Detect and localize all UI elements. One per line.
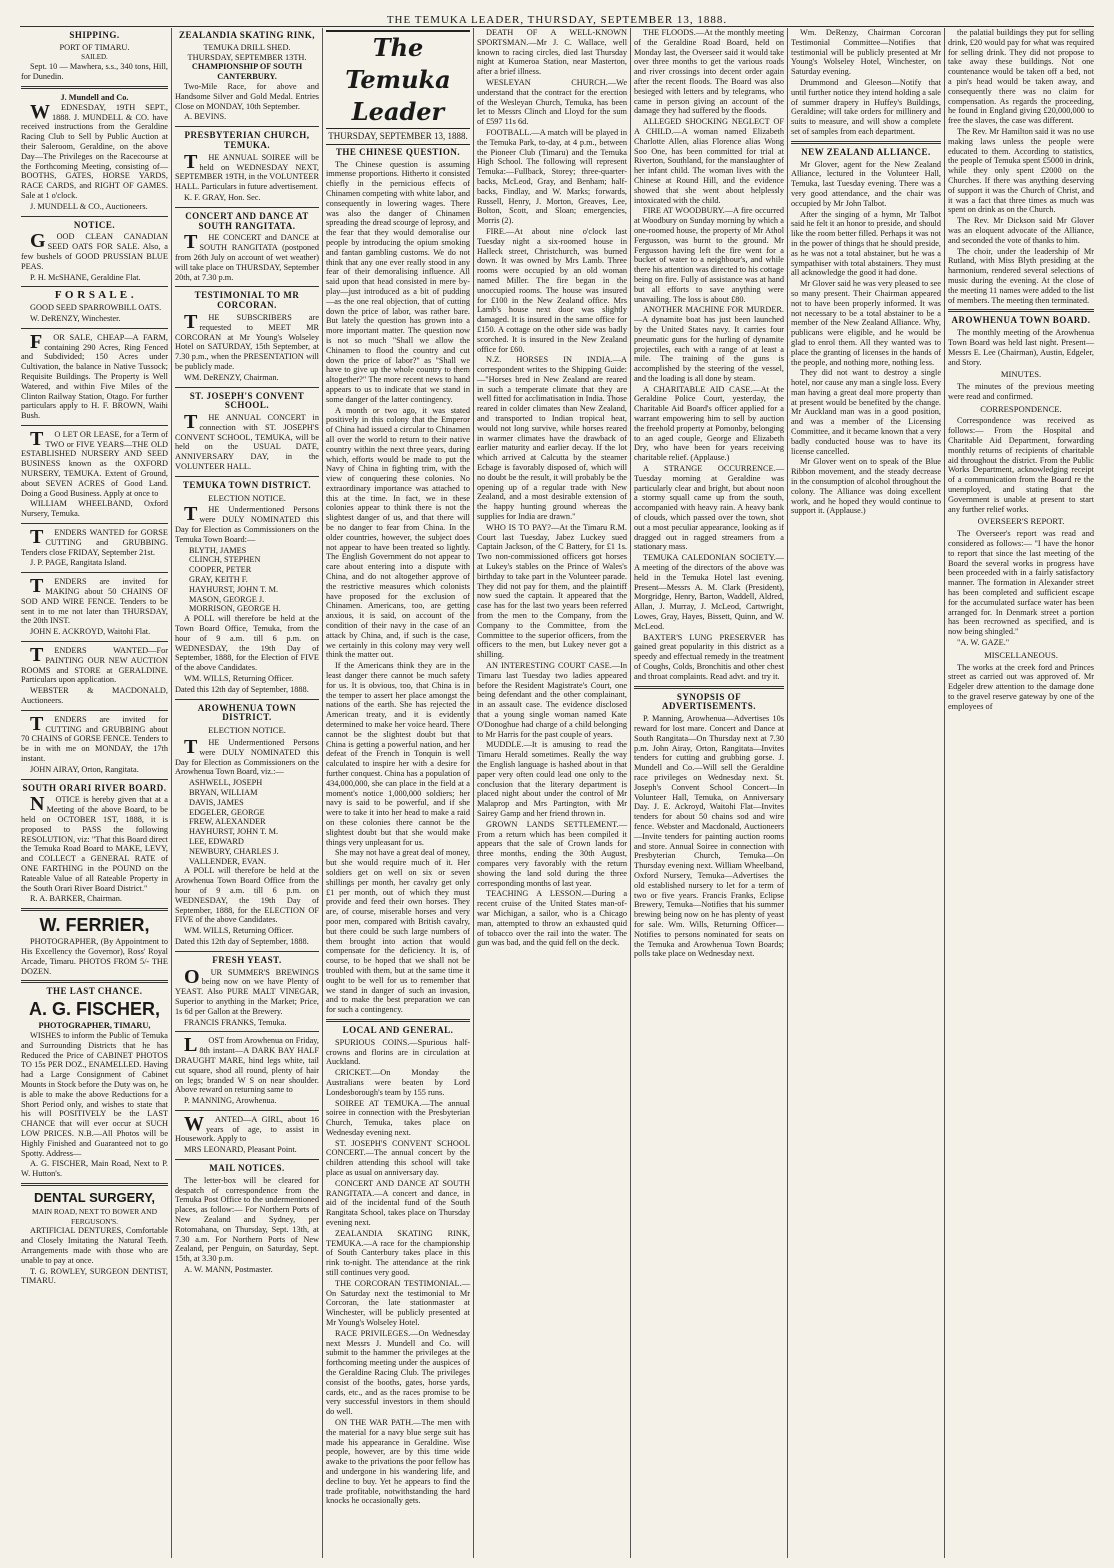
page-header bbox=[20, 6, 1094, 27]
concert-text: THE CONCERT and DANCE at SOUTH RANGITATA (postponed from 26th July on account of wet weather) will take place on THURSDAY, September 20th, at 7.30 p.m. bbox=[175, 231, 319, 282]
notice-text: GOOD CLEAN CANADIAN SEED OATS FOR SALE. Also, a few bushels of GOOD PRUSSIAN BLUE PEAS. bbox=[21, 230, 168, 271]
news-paragraph: MUDDLE.—It is amusing to read the Timaru Herald sometimes. Really the way the English language is hashed about in that paper very often could lead one only to the conclusion that the literary department is placed night about under the control of Mr Malaprop and Mrs Partington, with Mr Sairey Gamp and her friend thrown in. bbox=[477, 740, 627, 818]
ferrier-name: W. FERRIER, bbox=[39, 915, 150, 936]
fischer-signature: A. G. FISCHER, Main Road, Next to P. W. Hutton's. bbox=[21, 1159, 168, 1179]
divider bbox=[175, 126, 319, 127]
presbyterian-text: THE ANNUAL SOIREE will be held on WEDNESDAY NEXT, SEPTEMBER 19TH, in the VOLUNTEER HALL. Particulars in future advertisement. bbox=[175, 150, 319, 192]
divider bbox=[21, 779, 168, 780]
editorial-paragraph: A month or two ago, it was stated positively in this colony that the Emperor of China had issued a circular to Chinamen all over the world to return to their native country within the next three years, during which, efforts would be made to put the Navy of China in fighting trim, with the view of conquering these colonies. No extraordinary importance was attached to this at the time. In fact, we in these colonies appear to think there is not the slightest danger of us, and that there will be no danger to fear from China. In the older countries, however, the subject does not appear to have been treated so lightly. The English Government do not appear to care about entering into a dispute with China, and do not altogether approve of the restrictive measures which colonists have proposed for the exclusion of Chinamen. Americans, too, are getting anxious, it is said, on account of the condition of their navy in the case of an attack by China, and, if such is the case, we certainly in this colony may very well think the matter out. bbox=[326, 405, 470, 660]
forsale-heading: F O R S A L E . bbox=[54, 289, 135, 302]
election-text: THE Undermentioned Persons were DULY NOMINATED this Day for Election as Commissioners on the Temuka Town Board:— bbox=[175, 503, 319, 544]
mundell-heading: J. Mundell and Co. bbox=[60, 92, 129, 102]
convent-school-text: THE ANNUAL CONCERT in connection with ST. JOSEPH'S CONVENT SCHOOL, TEMUKA, will be held on the USUAL DATE, ANNIVERSARY DAY, in the VOLUNTEER HALL. bbox=[175, 411, 319, 472]
notice-signature: P. H. McSHANE, Geraldine Flat. bbox=[30, 272, 141, 282]
fischer-text: WISHES to inform the Public of Temuka and Surrounding Districts that he has Reduced the Price of CABINET PHOTOS TO 15s PER DOZ., ENAMELLED. Having had a Large Consignment of Cabinet Mounts in Stock before the Duty was on, he is able to make the above Reductions for a Short Period only, and wishes to state that his will POSITIVELY be the LAST CHANCE that will ever occur at SUCH LOW PRICES. N.B.—All Photos will be Highly Finished and Guaranteed not to go Spotty. Address— bbox=[21, 1030, 168, 1158]
alliance-continued: The choir, under the leadership of Mr Rutland, with Miss Blyth presiding at the harmonium, rendered several selections of music during the evening. At the close of the meeting 11 names were added to the list of members. The meeting then terminated. bbox=[948, 246, 1094, 305]
orari-notice-text: NOTICE is hereby given that at a Meeting of the above Board, to be held on OCTOBER 1ST, 1888, it is proposed to PASS the following RESOLUTION, viz: "That this Board direct the Temuka Road Board to MAKE, LEVY, and COLLECT a GENERAL RATE of ONE FARTHING in the POUND on the Rateable Value of all Rateable Property in the South Orari River Board District." bbox=[21, 793, 168, 893]
candidate-name: DAVIS, JAMES bbox=[189, 797, 244, 807]
minutes-heading: MINUTES. bbox=[1000, 369, 1042, 380]
news-paragraph: ZEALANDIA SKATING RINK, TEMUKA.—A race for the championship of South Canterbury takes place in this rink to-night. The attendance at the rink still continues very good. bbox=[326, 1228, 470, 1278]
dental-heading: DENTAL SURGERY, bbox=[33, 1189, 156, 1205]
shipping-port: PORT OF TIMARU. bbox=[59, 42, 130, 52]
forsale-signature: W. DeRENZY, Winchester. bbox=[30, 313, 121, 323]
news-paragraph: A STRANGE OCCURRENCE.—Tuesday morning at Geraldine was particularly clear and bright, but about noon a stormy squall came up from the south, accompanied with heavy rain. A heavy bank of clouds, which passed over the town, shot out a most peculiar appearance, looking as if dragged out in ragged streamers from a stationary mass. bbox=[634, 464, 784, 552]
farm-ad-text: FOR SALE, CHEAP—A FARM, containing 290 Acres, Ring Fenced and Subdivided; 150 Acres under Cultivation, the balance in Native Tussock; Requisite Buildings. The Property is Well Watered, and within Five Miles of the Clinton Railway Station, Otago. For further particulars apply to H. F. BROWN, Waihi Bush. bbox=[21, 330, 168, 421]
news-paragraph: AN INTERESTING COURT CASE.—In Timaru last Tuesday two ladies appeared before the Resident Magistrate's Court, one being defendant and the other complainant, in an assault case. The evidence disclosed that a young single woman named Kate O'Donoghue had charge of a child belonging to Mr Harris for the past couple of years. bbox=[477, 661, 627, 739]
candidate-name: MASON, GEORGE J. bbox=[189, 594, 265, 604]
candidate-name: HAYHURST, JOHN T. M. bbox=[189, 584, 279, 594]
tender-fence-text: TENDERS are invited for MAKING about 50 CHAINS OF SOD AND WIRE FENCE. Tenders to be sent in to me not later than THURSDAY, the 20th INST. bbox=[21, 575, 168, 626]
poll2-date: Dated this 12th day of September, 1888. bbox=[175, 936, 309, 946]
mundell-signature: J. MUNDELL & CO., Auctioneers. bbox=[30, 201, 148, 211]
newspaper-title-date: THE TEMUKA LEADER, THURSDAY, SEPTEMBER 13, 1888. bbox=[386, 14, 728, 26]
alliance-continued: The Rev. Mr Hamilton said it was no use making laws unless the people were educated to them. According to statistics, the people of Temuka spent £5000 in drink, while they only spent £2000 on the Churches. If there was anything deserving of support it was the Church of Christ, and it was a fact that three times as much was spent on drink as on the Church. bbox=[948, 126, 1094, 215]
orari-heading: SOUTH ORARI RIVER BOARD. bbox=[22, 782, 167, 793]
news-paragraph: SOIREE AT TEMUKA.—The annual soiree in connection with the Presbyterian Church, Temuka, takes place on Wednesday evening next. bbox=[326, 1098, 470, 1137]
testimonial-text: THE SUBSCRIBERS are requested to MEET MR CORCORAN at Mr Young's Wolseley Hotel on SATURDAY, 15th September, at 7.30 p.m., when the PRESENTATION will be publicly made. bbox=[175, 310, 319, 371]
tender-grubbing-text: TENDERS are invited for CUTTING and GRUBBING about 70 CHAINS of GORSE FENCE. Tenders to be in with me on MONDAY, the 17th instant. bbox=[21, 712, 168, 763]
alliance-paragraph: Mr Glover, agent for the New Zealand Alliance, lectured in the Volunteer Hall, Temuka, last Tuesday evening. There was a very good attendance, and the chair was occupied by Mr John Talbot. bbox=[791, 159, 941, 208]
presbyterian-heading: PRESBYTERIAN CHURCH, TEMUKA. bbox=[184, 130, 310, 150]
tender-fence-signature: JOHN E. ACKROYD, Waitohi Flat. bbox=[30, 627, 151, 637]
lost-mare-signature: P. MANNING, Arowhenua. bbox=[184, 1096, 277, 1106]
yeast-text: OUR SUMMER'S BREWINGS being now on we have Plenty of YEAST. Also PURE MALT VINEGAR, Superior to anything in the Market; Price, 1s 6d per Gallon at the Brewery. bbox=[175, 965, 319, 1016]
editorial-paragraph: She may not have a great deal of money, but she would require much of it. Her soldiers get on well on six or seven shillings per month, her cavalry get only £1 per month, out of which they must provide and feed their own horses. They are, of course, miserable horses and very poor men, compared with British cavalry, but there could be such large numbers of them brought into action that would compensate for the deficiency. It is, of course, to be hoped that we shall not be troubled with them, but at the same time it ought to be well for us to remember that we stand in danger of such an invasion, and to make the best preparation we can for such a contingency. bbox=[326, 848, 470, 1015]
poll1-date: Dated this 12th day of September, 1888. bbox=[175, 684, 309, 694]
skating-subtitle: TEMUKA DRILL SHED. bbox=[203, 42, 291, 52]
skating-signature: A. BEVINS. bbox=[184, 112, 227, 122]
news-paragraph: TEACHING A LESSON.—During a recent cruise of the United States man-of-war Michigan, a sailor, who is a Chicago man, attempted to throw an exhausted quid of tobacco over the rail into the water. The gun was bad, and the quid fell on the deck. bbox=[477, 889, 627, 948]
tender-gorse-signature: J. P. PAGE, Rangitata Island. bbox=[30, 558, 127, 568]
divider bbox=[21, 1183, 168, 1186]
column-7-board bbox=[945, 28, 1097, 1558]
synopsis-heading: SYNOPSIS OF ADVERTISEMENTS. bbox=[662, 691, 756, 712]
fischer-subtitle: PHOTOGRAPHER, TIMARU, bbox=[38, 1021, 151, 1031]
candidate-name: BRYAN, WILLIAM bbox=[189, 787, 258, 797]
shipping-heading: SHIPPING. bbox=[69, 30, 120, 40]
divider bbox=[21, 908, 168, 911]
masthead-date: THURSDAY, SEPTEMBER 13, 1888. bbox=[326, 132, 470, 145]
candidate-name: HAYHURST, JOHN T. M. bbox=[189, 827, 279, 837]
news-paragraph: CONCERT AND DANCE AT SOUTH RANGITATA.—A concert and dance, in aid of the incidental fund of the South Rangitata School, takes place on Thursday evening next. bbox=[326, 1178, 470, 1228]
news-paragraph: THE FLOODS.—At the monthly meeting of the Geraldine Road Board, held on Monday last, the Overseer said it would take over three months to get the various roads and river crossings into decent order again after the recent floods. The Board was also besieged with letters and by telegrams, who came in person giving an account of the damage they had suffered by the floods. bbox=[634, 28, 784, 116]
candidate-name: CLINCH, STEPHEN bbox=[189, 555, 261, 565]
notice-heading: NOTICE. bbox=[73, 219, 116, 230]
dental-signature: T. G. ROWLEY, SURGEON DENTIST, TIMARU. bbox=[21, 1266, 168, 1286]
synopsis-text: P. Manning, Arowhenua—Advertises 10s reward for lost mare. Concert and Dance at South Rangitata—On Thursday next at 7.30 p.m. John Airay, Orton, Rangitata—Invites tenders for cutting and grubbing gorse. J. Mundell and Co.—Will sell the Geraldine race privileges on Wednesday next. St. Joseph's Convent School Concert—In Volunteer Hall, Temuka, on Anniversary Day. J. E. Ackroyd, Waitohi Flat—Invites tenders for about 50 chains sod and wire fence. Webster and Macdonald, Auctioneers—Invite tenders for painting auction rooms and store. Annual Soiree in connection with Presbyterian Church, Temuka—On Thursday evening next. William Wheelband, Oxford Nursery, Temuka—Advertises the old established nursery to let for a term of two or five years. Francis Franks, Eclipse Brewery, Temuka—Notifies that his summer brewing being now on he has plenty of yeast for sale. Wm. Wills, Returning Officer—Notifies to persons nominated for seats on the Temuka and Arowhenua Town Boards; polls take place on Wednesday next. bbox=[634, 714, 784, 959]
alliance-paragraph: Mr Glover went on to speak of the Blue Ribbon movement, and the steady decrease in the consumption of alcohol throughout the colony. The Alliance was doing excellent work, and he hoped they would continue to support it. (Applause.) bbox=[791, 457, 941, 516]
mail-heading: MAIL NOTICES. bbox=[209, 1163, 285, 1174]
news-paragraph: DEATH OF A WELL-KNOWN SPORTSMAN.—Mr J. C. Wallace, well known to racing circles, died last Thursday night at Kumeroa Station, near Masterton, after a brief illness. bbox=[477, 28, 627, 77]
news-paragraph: ANOTHER MACHINE FOR MURDER.—A dynamite boat has just been launched by the United States navy. It carries four pneumatic guns for the hurling of dynamite projectiles, each with a range of at least a mile. The training of the guns is accomplished by the steering of the vessel, and the loading is all done by steam. bbox=[634, 305, 784, 383]
editorial-paragraph: The Chinese question is assuming immense proportions. Hitherto it consisted chiefly in the pernicious effects of Chinamen competing with white labor, and consequently in lowering wages. There was also the danger of Chinamen spreading the dread scourge of leprosy, and the fear that they would demoralise our people by introducing the opium smoking and fantan gambling customs. We do not think that any one ever really stood in any fear of their demoralising influence. All said upon that head consisted in mere by-play—just introduced as a bit of pudding—as the one real objection, that of cutting down the price of labor, was rather bare. But lately the question has grown into a more important matter. The question now is not so much "Shall we allow the Chinamen to flood the country and cut down the price of labor?" as "Shall we have to give up the whole country to them altogether?" The more recent news to hand appears to us to indicate that we stand in some danger of the latter contingency. bbox=[326, 159, 470, 404]
divider bbox=[634, 686, 784, 689]
shipping-sailed: SAILED. bbox=[81, 52, 108, 61]
divider bbox=[21, 641, 168, 642]
last-chance-heading: THE LAST CHANCE. bbox=[46, 986, 143, 997]
tender-grubbing-signature: JOHN AIRAY, Orton, Rangitata. bbox=[30, 764, 139, 774]
news-paragraph: GROWN LANDS SETTLEMENT.—From a return which has been compiled it appears that the sale of Crown lands for three months, ending the 30th August, compares very favorably with the return showing the land sold during the three corresponding months of last year. bbox=[477, 819, 627, 888]
news-paragraph: FOOTBALL.—A match will be played in the Temuka Park, to-day, at 4 p.m., between the Pioneer Club (Timaru) and the Temuka High School. The following will represent Temuka:—Fullback, Storey; three-quarter-backs, McLeod, Gray, and Benham; half-backs, Findlay, and W. Marks; forwards, Russell, Henry, J. Morton, Greaves, Lee, Bolton, Scott, and Sloan; emergencies, Morris (2). bbox=[477, 127, 627, 226]
divider bbox=[21, 523, 168, 524]
mundell-ad-text: WEDNESDAY, 19TH SEPT., 1888. J. MUNDELL & CO. have received instructions from the Geraldine Racing Club to Sell by Public Auction at their Saleroom, Geraldine, on the above Day—The Privileges on the Racecourse at the Forthcoming Meeting, consisting of— BOOTHS, GATES, HORSE YARDS, RACE CARDS, and RIGHT OF GAMES. Sale at 1 o'clock. bbox=[21, 100, 168, 200]
mail-text: The letter-box will be cleared for despatch of correspondence from the Temuka Post Office to the undermentioned places, as follow:— For Northern Ports of New Zealand and Sydney, per Rotomahana, on Thursday, Sept. 13th, at 7.30 a.m. For Northern Ports of New Zealand, per Penguin, on Saturday, Sept. 15th, at 3.30 p.m. bbox=[175, 1175, 319, 1264]
skating-date: THURSDAY, SEPTEMBER 13TH. bbox=[187, 52, 307, 62]
overseer-heading: OVERSEER'S REPORT. bbox=[977, 516, 1065, 527]
column-6-alliance bbox=[788, 28, 944, 1558]
arowhenua-board-heading: AROWHENUA TOWN BOARD. bbox=[951, 315, 1091, 326]
news-paragraph: WESLEYAN CHURCH.—We understand that the contract for the erection of the Wesleyan Church, Temuka, has been let to Messrs Clinch and Lloyd for the sum of £597 11s 6d. bbox=[477, 77, 627, 127]
news-paragraph: FIRE AT WOODBURY.—A fire occurred at Woodbury on Sunday morning by which a one-roomed house, the property of Mr Athol Fergusson, was burnt to the ground. Mr Fergusson having left the fire went for a bucket of water to a neighbour's, and while there his attention was directed to his cottage being on fire. Fully of assistance was at hand but all efforts to save anything were unavailing. The loss is about £80. bbox=[634, 206, 784, 304]
candidate-name: NEWBURY, CHARLES J. bbox=[189, 846, 279, 856]
news-paragraph: ALLEGED SHOCKING NEGLECT OF A CHILD.—A woman named Elizabeth Charlotte Allen, alias Florence alias Wong Soo One, has been committed for trial at Riverton, Southland, for the manslaughter of her infant child. The woman lives with the Chinese at Round Hill, and the evidence showed that she went about helplessly intoxicated with the child. bbox=[634, 117, 784, 205]
news-paragraph: A CHARITABLE AID CASE.—At the Geraldine Police Court, yesterday, the Charitable Aid Board's officer applied for a warrant empowering him to sell by auction the freehold property at Pomonby, belonging to an aged couple, George and Elizabeth Dry, who have been for years receiving charitable relief. (Applause.) bbox=[634, 384, 784, 463]
fischer-name: A. G. FISCHER, bbox=[28, 999, 160, 1020]
divider bbox=[21, 572, 168, 573]
column-1-advertisements bbox=[18, 28, 171, 1558]
correspondence-heading: CORRESPONDENCE. bbox=[980, 403, 1062, 414]
news-paragraph: SPURIOUS COINS.—Spurious half-crowns and florins are in circulation at Auckland. bbox=[326, 1037, 470, 1067]
news-paragraph: FIRE.—At about nine o'clock last Tuesday night a six-roomed house in Halleck street, Christchurch, was burned down. It was owned by Mrs Lamb. Three rooms were occupied by an old woman named Miller. The fire began in the unoccupied rooms. The house was insured for £100 in the New Zealand office. Mrs Lamb's house next door was slightly damaged. It is insured in the same office for £150. A cottage on the other side was badly scorched. It is insured in the New Zealand office for £60. bbox=[477, 226, 627, 354]
presbyterian-signature: K. F. GRAY, Hon. Sec. bbox=[184, 192, 261, 202]
divider bbox=[21, 425, 168, 426]
ferrier-text: PHOTOGRAPHER, (By Appointment to His Excellency the Governor), Ross' Royal Arcade, Timaru. PHOTOS FROM 5/- THE DOZEN. bbox=[21, 937, 168, 976]
divider bbox=[326, 1019, 470, 1022]
temuka-candidates-list bbox=[175, 546, 319, 615]
candidate-name: ASHWELL, JOSEPH bbox=[189, 778, 263, 788]
yeast-heading: FRESH YEAST. bbox=[212, 954, 282, 965]
column-5-news bbox=[631, 28, 787, 1558]
wanted-girl-signature: MRS LEONARD, Pleasant Point. bbox=[184, 1145, 297, 1155]
overseer-text: The Overseer's report was read and considered as follows:— "I have the honor to report that since the last meeting of the Board the several works in progress have been proceeded with in a fairly satisfactory manner. The formation in Alexander street has been completed and sufficient escape for the accumulated surface water has been arranged for. In Denmark street a portion has been recrowned as specified, and is now being shingled." bbox=[948, 529, 1094, 637]
wanted-girl-text: WANTED—A GIRL, about 16 years of age, to assist in Housework. Apply to bbox=[175, 1112, 319, 1144]
news-paragraph: CRICKET.—On Monday the Australians were beaten by Lord Londesborough's team by 155 runs. bbox=[326, 1068, 470, 1097]
alliance-continued: the palatial buildings they put for selling drink, £20 would pay for what was required for selling drink. They did not propose to take away these buildings. Not one countenance would be taken off a bed, not a pin's head would be taken away, and consequently there was no claim for compensation. As regards the proceeding, he found in England giving £20,000,000 to free the slaves, the case was different. bbox=[948, 28, 1094, 126]
news-paragraph: BAXTER'S LUNG PRESERVER has gained great popularity in this district as a speedy and effectual remedy in the treatment of Coughs, Colds, Bronchitis and other chest and throat complaints. Read advt. and try it. bbox=[634, 632, 784, 681]
orari-signature: R. A. BARKER, Chairman. bbox=[30, 894, 122, 904]
divider bbox=[175, 1110, 319, 1111]
tender-paint-text: TENDERS WANTED—For PAINTING OUR NEW AUCTION ROOMS and STORE at GERALDINE. Particulars upon application. bbox=[21, 644, 168, 685]
concert-heading: CONCERT AND DANCE AT SOUTH RANGITATA. bbox=[185, 210, 309, 231]
column-4-news bbox=[474, 28, 630, 1558]
election-notice-heading: ELECTION NOTICE. bbox=[208, 492, 286, 503]
divider bbox=[175, 286, 319, 287]
poll2-signature: WM. WILLS, Returning Officer. bbox=[184, 926, 294, 936]
yeast-signature: FRANCIS FRANKS, Temuka. bbox=[184, 1017, 287, 1027]
dental-text: ARTIFICIAL DENTURES, Comfortable and Closely Imitating the Natural Teeth. Arrangements made with those who are unable to pay at once. bbox=[21, 1226, 168, 1265]
candidate-name: VALLENDER, EVAN. bbox=[189, 856, 266, 866]
alliance-paragraph: Mr Glover said he was very pleased to see so many present. Their Chairman appeared not to have been properly informed. It was not necessary to be a total abstainer to be a member of the New Zealand Alliance. Why, publicans were eligible, and he would be glad to enrol them. All they wanted was to place the granting of licenses in the hands of the people, and nothing more, nothing less. bbox=[791, 279, 941, 367]
divider bbox=[175, 1031, 319, 1032]
divider bbox=[21, 86, 168, 89]
skating-championship: CHAMPIONSHIP OF SOUTH CANTERBURY. bbox=[191, 62, 303, 82]
news-paragraph: TEMUKA CALEDONIAN SOCIETY.—A meeting of the directors of the above was held in the Temuka Hotel last evening. Present—Messrs A. M. Clark (President), Morgridge, Henry, Barton, Waddell, Aldred, Allan, J. Murray, J. McLeod, Cartwright, Lowes, Gray, Hayes, Bissett, Quinn, and W. McLeod. bbox=[634, 553, 784, 631]
news-paragraph: ST. JOSEPH'S CONVENT SCHOOL CONCERT.—The annual concert by the children attending this school will take place as usual on anniversary day. bbox=[326, 1138, 470, 1178]
lost-mare-text: LOST from Arowhenua on Friday, 8th instant—A DARK BAY HALF DRAUGHT MARE, hind legs white, tail cut square, shod all round, plenty of hair on legs; branded W S on near shoulder. Above reward on returning same to bbox=[175, 1034, 319, 1095]
alliance-paragraph: After the singing of a hymn, Mr Talbot said he felt it an honor to preside, and should like the room better filled. Perhaps it was not in the power of things that he should preside, as he was not a total abstainer, but he was a sympathiser with total abstainers. They must all acknowledge the good it had done. bbox=[791, 209, 941, 278]
board-paragraph: The monthly meeting of the Arowhenua Town Board was held last night. Present—Messrs E. Lee (Chairman), Austin, Edgeler, and Story. bbox=[948, 328, 1094, 367]
divider bbox=[21, 328, 168, 329]
dental-subtitle: MAIN ROAD, NEXT TO BOWER AND FERGUSON'S. bbox=[31, 1206, 157, 1226]
divider bbox=[21, 286, 168, 287]
shipping-text: Sept. 10 — Mawhera, s.s., 340 tons, Hill, for Dunedin. bbox=[21, 62, 168, 82]
mail-signature: A. W. MANN, Postmaster. bbox=[184, 1265, 273, 1275]
divider bbox=[175, 207, 319, 208]
temuka-district-heading: TEMUKA TOWN DISTRICT. bbox=[182, 479, 312, 490]
column-3-editorial bbox=[323, 28, 473, 1558]
candidate-name: GRAY, KEITH F. bbox=[189, 575, 248, 585]
masthead: The Temuka Leader bbox=[326, 30, 470, 129]
aro-election-heading: ELECTION NOTICE. bbox=[208, 725, 286, 736]
skating-text: Two-Mile Race, for above and Handsome Silver and Gold Medal. Entries Close on MONDAY, 10th September. bbox=[175, 81, 319, 111]
divider bbox=[175, 476, 319, 477]
divider bbox=[948, 309, 1094, 312]
poll1-text: A POLL will therefore be held at the Town Board Office, Temuka, from the hour of 9 a.m. till 6 p.m. on WEDNESDAY, the 19th Day of September, 1888, for the Election of FIVE of the above Candidates. bbox=[175, 614, 319, 673]
divider bbox=[175, 699, 319, 700]
testimonial-signature: WM. DeRENZY, Chairman. bbox=[184, 372, 279, 382]
testimonial-heading: TESTIMONIAL TO MR CORCORAN. bbox=[194, 290, 300, 311]
editorial-paragraph: If the Americans think they are in the least danger there cannot be much safety for us. It is obvious, too, that China is in the temper to assert her place amongst the nations of the earth. She has rejected the American treaty, and it is evidently determined to make her voice heard. There cannot be the slightest doubt but that China is getting a powerful nation, and her defeat of the French in Tonquin is well calculated to inspire her with a desire for further conquest. China has a population of 434,000,000, she can place in the field at a moment's notice 1,000,000 soldiers; her navy is said to be powerful, and if she were to take it into her head to make a raid on these colonies there cannot be the slightest doubt but that she would make things very unpleasant for us. bbox=[326, 661, 470, 847]
candidate-name: MORRISON, GEORGE H. bbox=[189, 604, 281, 614]
news-paragraph: THE CORCORAN TESTIMONIAL.—On Saturday next the testimonial to Mr Corcoran, the late stationmaster at Winchester, will be publicly presented at Mr Young's Wolseley Hotel. bbox=[326, 1278, 470, 1328]
divider bbox=[175, 387, 319, 388]
poll2-text: A POLL will therefore be held at the Arowhenua Town Board Office from the hour of 9 a.m. till 6 p.m. on WEDNESDAY, the 19th Day of September, 1888, for the ELECTION OF FIVE of the above Candidates. bbox=[175, 866, 319, 925]
skating-heading: ZEALANDIA SKATING RINK, bbox=[178, 30, 316, 40]
convent-school-heading: ST. JOSEPH'S CONVENT SCHOOL. bbox=[189, 390, 305, 411]
synopsis-continued: Wm. DeRenzy, Chairman Corcoran Testimonial Committee—Notifies that testimonial will be publicly presented at Mr Young's Wolseley Hotel, Winchester, on Saturday evening. bbox=[791, 28, 941, 77]
divider bbox=[21, 216, 168, 217]
candidate-name: EDGELER, GEORGE bbox=[189, 807, 265, 817]
candidate-name: LEE, EDWARD bbox=[189, 836, 244, 846]
miscellaneous-text: The works at the creek ford and Princes street as carried out was approved of. Mr Edgeler drew attention to the damage done to the gravel reserve gateway by one of the employees of bbox=[948, 662, 1094, 711]
divider bbox=[21, 980, 168, 983]
forsale-text: GOOD SEED SPARROWBILL OATS. bbox=[30, 303, 162, 313]
alliance-paragraph: They did not want to destroy a single hotel, nor cause any man a single loss. Every man having a great deal more property than at present would be benefited by the change. Mr Auckland man was in a good position, and was a member of the Licensing Committee, and it became known that a very badly conducted house was to have its license cancelled. bbox=[791, 368, 941, 456]
nursery-let-text: TO LET OR LEASE, for a Term of TWO or FIVE YEARS—THE OLD ESTABLISHED NURSERY AND SEED BUSINESS known as the OXFORD NURSERY, TEMUKA. Extent of Ground, about SEVEN ACRES of Good Land. Doing a Good Business. Apply at once to bbox=[21, 427, 168, 498]
alliance-continued: The Rev. Mr Dickson said Mr Glover was an eloquent advocate of the Alliance, and seconded the vote of thanks to him. bbox=[948, 216, 1094, 245]
nursery-let-signature: WILLIAM WHEELBAND, Oxford Nursery, Temuka. bbox=[21, 499, 168, 519]
alliance-heading: NEW ZEALAND ALLIANCE. bbox=[801, 146, 931, 157]
candidate-name: COOPER, PETER bbox=[189, 565, 252, 575]
candidate-name: FREW, ALEXANDER bbox=[189, 817, 266, 827]
divider bbox=[175, 1159, 319, 1160]
synopsis-continued: Drummond and Gleeson—Notify that until further notice they intend holding a sale of summer drapery in Huffey's Buildings, Geraldine; will take orders for millinery and suits to measure, and will show a complete set of samples from each department. bbox=[791, 77, 941, 136]
column-2-notices bbox=[172, 28, 322, 1558]
news-paragraph: ON THE WAR PATH.—The men with the material for a navy blue serge suit has made his appearance in Geraldine. Wise people, however, are by this time wide awake to the privations the poor fellow has and undergone in his wandering life, and decline to buy. Yet he appears to find the trade profitable, notwithstanding the hard knocks he occasionally gets. bbox=[326, 1418, 470, 1506]
local-general-heading: LOCAL AND GENERAL. bbox=[342, 1024, 454, 1035]
news-paragraph: WHO IS TO PAY?—At the Timaru R.M. Court last Tuesday, Jabez Luckey sued Captain Jackson, of the C Battery, for £1 1s. Two non-commissioned officers got horses at Lukey's stables on the Prince of Wales's birthday to take part in the Volunteer parade. They did not pay for them, and the plaintiff now sued the captain. It appeared that the case has for the last two years been referred from the men to the Company, from the Company to the Committee, from the Committee to the superior officers, from the officers to the men, but Lukey never got a shilling. bbox=[477, 522, 627, 660]
tender-gorse-text: TENDERS WANTED for GORSE CUTTING and GRUBBING. Tenders close FRIDAY, September 21st. bbox=[21, 526, 168, 557]
minutes-text: The minutes of the previous meeting were read and confirmed. bbox=[948, 382, 1094, 401]
news-paragraph: RACE PRIVILEGES.—On Wednesday next Messrs J. Mundell and Co. will submit to the hammer the privileges at the forthcoming meeting under the auspices of the Geraldine Racing Club. The privileges consist of the booths, gates, horse yards, cards, etc., and as the races promise to be very successful investors in them should do well. bbox=[326, 1328, 470, 1417]
tender-paint-signature: WEBSTER & MACDONALD, Auctioneers. bbox=[21, 686, 168, 706]
candidate-name: BLYTH, JAMES bbox=[189, 545, 247, 555]
overseer-signature: "A. W. GAZE." bbox=[957, 638, 1010, 648]
divider bbox=[175, 951, 319, 952]
poll1-signature: WM. WILLS, Returning Officer. bbox=[184, 674, 294, 684]
arowhenua-district-heading: AROWHENUA TOWN DISTRICT. bbox=[197, 702, 297, 723]
miscellaneous-heading: MISCELLANEOUS. bbox=[984, 649, 1058, 660]
arowhenua-candidates-list bbox=[175, 778, 319, 866]
chinese-question-heading: THE CHINESE QUESTION. bbox=[335, 146, 461, 157]
divider bbox=[21, 710, 168, 711]
divider bbox=[791, 141, 941, 144]
news-paragraph: N.Z. HORSES IN INDIA.—A correspondent writes to the Shipping Guide:—"Horses bred in New Zealand are reared in such a temperate climate that they are well fitted for acclimatisation in India. Those reared in colder climates than New Zealand, and transported to Indian tropical heat, would not long survive, while horses reared in warmer climates have the drawback of earlier maturity and earlier decay. If the lot which arrived at Calcutta by the steamer Ecbage is favorably disposed of, which will no doubt be the result, it will probably be the opening up of a regular trade with New Zealand, and a most desirable extension of the happy hunting ground whereas the supplies for India are drawn." bbox=[477, 355, 627, 522]
aro-election-text: THE Undermentioned Persons were DULY NOMINATED this Day for Election as Commissioners on the Arowhenua Town Board, viz.:— bbox=[175, 736, 319, 777]
correspondence-text: Correspondence was received as follows:— From the Hospital and Charitable Aid Department, forwarding monthly returns of recipients of charitable aid throughout the district. From the Public Works Department, acknowledging receipt of a communication from the Board re the unemployed, and stating that the Government is unable at present to start any further relief works. bbox=[948, 416, 1094, 514]
